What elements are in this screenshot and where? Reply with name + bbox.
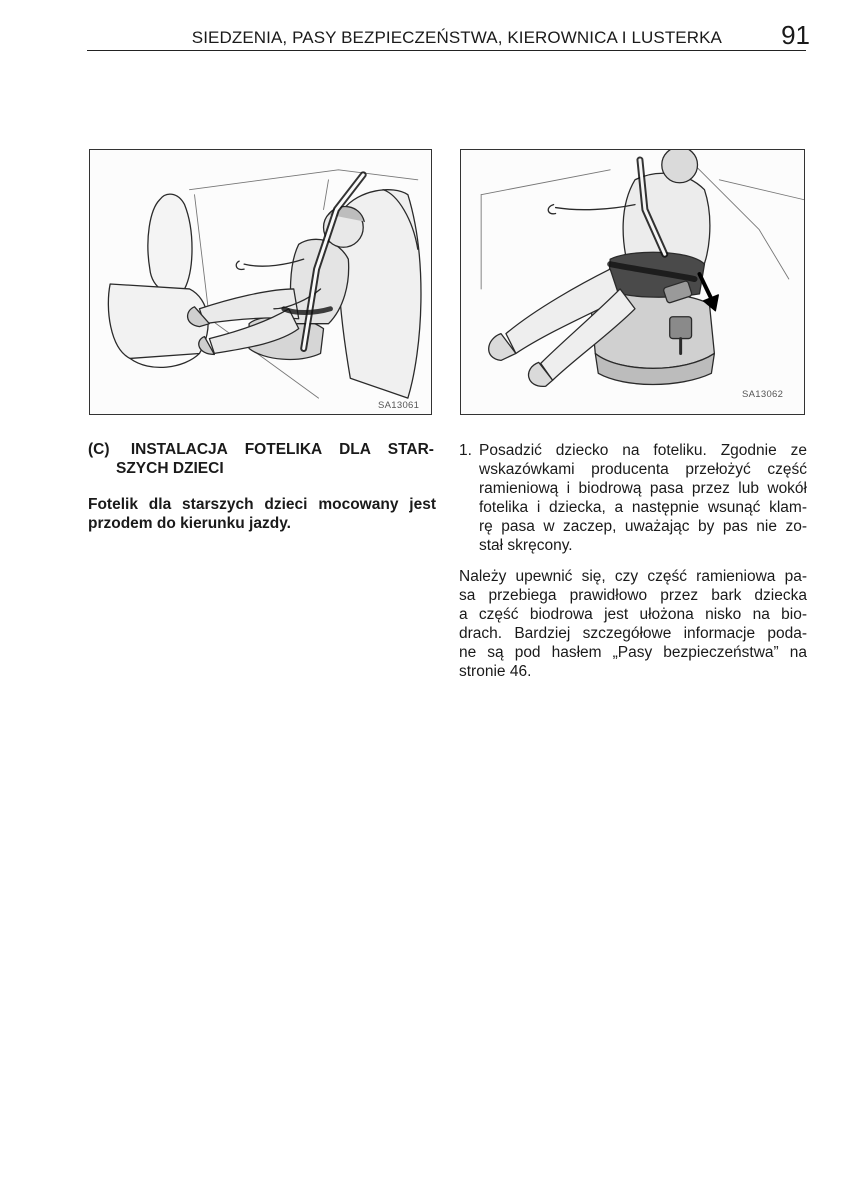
figure-code-left: SA13061 (378, 400, 420, 411)
header-rule (87, 50, 806, 51)
note-line: Należy upewnić się, czy część ramieniowa pa- (459, 568, 807, 585)
note-line: sa przebiega prawidłowo przez bark dziecka (459, 587, 807, 604)
step-line: ramieniową i biodrową pasa przez lub wokół (479, 480, 807, 497)
step-line: fotelika i dziecka, a następnie wsunąć klam- (479, 499, 807, 516)
running-header-title: SIEDZENIA, PASY BEZPIECZEŃSTWA, KIEROWNICA I LUSTERKA (191, 28, 722, 47)
note-line: drach. Bardziej szczegółowe informacje poda- (459, 625, 807, 642)
section-marker: (C) (88, 441, 110, 458)
section-heading-line2: SZYCH DZIECI (116, 460, 224, 477)
step-line: stał skręcony. (479, 537, 573, 554)
step-line: wskazówkami producenta przełożyć część (479, 461, 807, 478)
note-line: stronie 46. (459, 663, 532, 680)
lead-paragraph (88, 495, 436, 533)
illustration-drawing-left (90, 150, 431, 414)
step-list (459, 441, 807, 555)
section-heading (88, 440, 434, 478)
heading-word: INSTALACJA (130, 441, 228, 458)
note-line: a część biodrowa jest ułożona nisko na bio- (459, 606, 807, 623)
section-heading-line1 (88, 440, 434, 459)
heading-word: DLA (339, 441, 371, 458)
step-number: 1. (459, 442, 472, 459)
heading-word: FOTELIKA (244, 441, 323, 458)
step-text (479, 441, 807, 555)
step-item (459, 441, 807, 555)
step-line: Posadzić dziecko na foteliku. Zgodnie ze (479, 442, 807, 459)
lead-line: Fotelik dla starszych dzieci mocowany jest (88, 496, 436, 513)
illustration-child-in-booster-seat (89, 149, 432, 415)
figure-code-right: SA13062 (742, 389, 784, 400)
page-number: 91 (781, 20, 810, 50)
illustration-drawing-right (461, 150, 804, 414)
note-line: ne są pod hasłem „Pasy bezpieczeństwa” na (459, 644, 807, 661)
note-paragraph (459, 567, 807, 681)
illustration-buckling-seat-belt (460, 149, 805, 415)
step-line: rę pasa w zaczep, uważając by pas nie zo- (479, 518, 807, 535)
lead-line: przodem do kierunku jazdy. (88, 515, 291, 532)
heading-word: STAR- (387, 441, 434, 458)
